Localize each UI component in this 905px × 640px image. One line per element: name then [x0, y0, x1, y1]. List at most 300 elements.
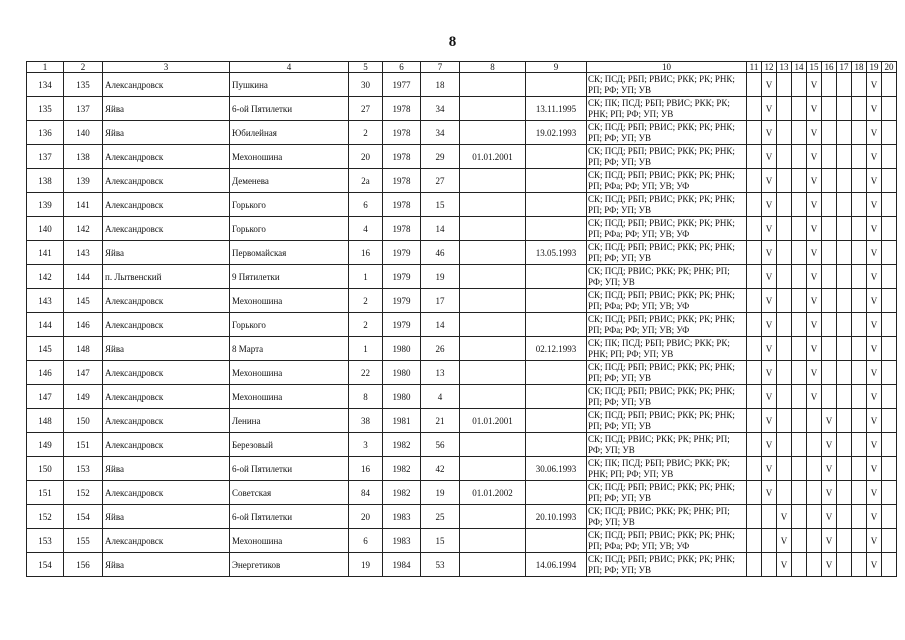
cell-col-9 [526, 265, 587, 289]
check-mark-col-19: V [867, 121, 882, 145]
column-header-8: 8 [460, 62, 526, 73]
cell-col-6: 1978 [383, 217, 421, 241]
cell-col-4: 6-ой Пятилетки [230, 97, 349, 121]
check-mark-col-15: V [807, 265, 822, 289]
cell-col-7: 19 [421, 265, 460, 289]
cell-col-8 [460, 313, 526, 337]
empty-cell-col-20 [882, 529, 897, 553]
cell-col-1: 145 [27, 337, 64, 361]
cell-col-10: СК; ПСД; РБП; РВИС; РКК; РК; РНК; РП; РФ; УП; УВ [587, 481, 747, 505]
cell-col-2: 139 [64, 169, 103, 193]
cell-col-9 [526, 313, 587, 337]
check-mark-col-13: V [777, 529, 792, 553]
cell-col-9 [526, 433, 587, 457]
cell-col-4: Мехоношина [230, 529, 349, 553]
cell-col-7: 26 [421, 337, 460, 361]
check-mark-col-12: V [762, 73, 777, 97]
cell-col-10: СК; ПСД; РБП; РВИС; РКК; РК; РНК; РП; РФ; УП; УВ [587, 241, 747, 265]
cell-col-2: 141 [64, 193, 103, 217]
cell-col-6: 1982 [383, 457, 421, 481]
empty-cell-col-16 [822, 313, 837, 337]
empty-cell-col-20 [882, 505, 897, 529]
cell-col-5: 30 [349, 73, 383, 97]
cell-col-3: Александровск [103, 481, 230, 505]
cell-col-7: 53 [421, 553, 460, 577]
table-row [27, 385, 897, 409]
empty-cell-col-11 [747, 553, 762, 577]
check-mark-col-13: V [777, 553, 792, 577]
check-mark-col-15: V [807, 241, 822, 265]
cell-col-2: 135 [64, 73, 103, 97]
check-mark-col-12: V [762, 121, 777, 145]
cell-col-1: 135 [27, 97, 64, 121]
cell-col-7: 4 [421, 385, 460, 409]
empty-cell-col-14 [792, 217, 807, 241]
cell-col-8 [460, 385, 526, 409]
cell-col-5: 1 [349, 265, 383, 289]
empty-cell-col-16 [822, 73, 837, 97]
cell-col-4: 9 Пятилетки [230, 265, 349, 289]
cell-col-6: 1979 [383, 313, 421, 337]
empty-cell-col-11 [747, 217, 762, 241]
cell-col-1: 142 [27, 265, 64, 289]
check-mark-col-12: V [762, 433, 777, 457]
empty-cell-col-18 [852, 385, 867, 409]
empty-cell-col-17 [837, 217, 852, 241]
cell-col-4: Мехоношина [230, 145, 349, 169]
empty-cell-col-17 [837, 361, 852, 385]
cell-col-7: 42 [421, 457, 460, 481]
cell-col-10: СК; ПСД; РБП; РВИС; РКК; РК; РНК; РП; РФа; РФ; УП; УВ; УФ [587, 529, 747, 553]
cell-col-8 [460, 169, 526, 193]
header-row [27, 62, 897, 73]
check-mark-col-19: V [867, 361, 882, 385]
empty-cell-col-18 [852, 121, 867, 145]
cell-col-2: 148 [64, 337, 103, 361]
table-row [27, 193, 897, 217]
column-header-5: 5 [349, 62, 383, 73]
cell-col-7: 15 [421, 193, 460, 217]
cell-col-10: СК; ПСД; РБП; РВИС; РКК; РК; РНК; РП; РФ; УП; УВ [587, 361, 747, 385]
cell-col-10: СК; ПСД; РВИС; РКК; РК; РНК; РП; РФ; УП; УВ [587, 433, 747, 457]
cell-col-1: 137 [27, 145, 64, 169]
empty-cell-col-18 [852, 73, 867, 97]
cell-col-1: 143 [27, 289, 64, 313]
cell-col-3: Александровск [103, 385, 230, 409]
cell-col-4: 6-ой Пятилетки [230, 505, 349, 529]
cell-col-7: 29 [421, 145, 460, 169]
cell-col-5: 19 [349, 553, 383, 577]
empty-cell-col-13 [777, 73, 792, 97]
empty-cell-col-13 [777, 193, 792, 217]
cell-col-8: 01.01.2001 [460, 409, 526, 433]
cell-col-4: Юбилейная [230, 121, 349, 145]
cell-col-10: СК; ПСД; РБП; РВИС; РКК; РК; РНК; РП; РФ; УП; УВ [587, 553, 747, 577]
cell-col-2: 142 [64, 217, 103, 241]
empty-cell-col-18 [852, 457, 867, 481]
cell-col-6: 1978 [383, 145, 421, 169]
empty-cell-col-18 [852, 265, 867, 289]
empty-cell-col-14 [792, 457, 807, 481]
cell-col-8 [460, 217, 526, 241]
cell-col-7: 18 [421, 73, 460, 97]
cell-col-3: Александровск [103, 433, 230, 457]
cell-col-9: 13.11.1995 [526, 97, 587, 121]
cell-col-1: 138 [27, 169, 64, 193]
empty-cell-col-17 [837, 481, 852, 505]
empty-cell-col-18 [852, 529, 867, 553]
check-mark-col-16: V [822, 409, 837, 433]
table-row [27, 265, 897, 289]
table-row [27, 505, 897, 529]
table-row [27, 145, 897, 169]
cell-col-4: Горького [230, 193, 349, 217]
cell-col-2: 150 [64, 409, 103, 433]
check-mark-col-16: V [822, 433, 837, 457]
cell-col-4: Энергетиков [230, 553, 349, 577]
column-header-1: 1 [27, 62, 64, 73]
empty-cell-col-16 [822, 337, 837, 361]
empty-cell-col-14 [792, 145, 807, 169]
empty-cell-col-18 [852, 169, 867, 193]
cell-col-8 [460, 97, 526, 121]
empty-cell-col-11 [747, 361, 762, 385]
table-row [27, 433, 897, 457]
check-mark-col-12: V [762, 169, 777, 193]
cell-col-6: 1978 [383, 193, 421, 217]
cell-col-9: 14.06.1994 [526, 553, 587, 577]
empty-cell-col-17 [837, 241, 852, 265]
cell-col-9 [526, 481, 587, 505]
cell-col-1: 149 [27, 433, 64, 457]
cell-col-10: СК; ПСД; РБП; РВИС; РКК; РК; РНК; РП; РФ; УП; УВ [587, 73, 747, 97]
empty-cell-col-14 [792, 121, 807, 145]
cell-col-7: 13 [421, 361, 460, 385]
cell-col-7: 14 [421, 313, 460, 337]
empty-cell-col-14 [792, 409, 807, 433]
cell-col-6: 1979 [383, 289, 421, 313]
cell-col-7: 46 [421, 241, 460, 265]
check-mark-col-12: V [762, 193, 777, 217]
cell-col-5: 2 [349, 313, 383, 337]
cell-col-4: Пушкина [230, 73, 349, 97]
empty-cell-col-13 [777, 265, 792, 289]
cell-col-2: 154 [64, 505, 103, 529]
empty-cell-col-11 [747, 169, 762, 193]
cell-col-6: 1980 [383, 337, 421, 361]
column-header-18: 18 [852, 62, 867, 73]
empty-cell-col-14 [792, 505, 807, 529]
empty-cell-col-15 [807, 409, 822, 433]
empty-cell-col-17 [837, 145, 852, 169]
cell-col-9 [526, 73, 587, 97]
check-mark-col-19: V [867, 265, 882, 289]
empty-cell-col-20 [882, 457, 897, 481]
check-mark-col-19: V [867, 505, 882, 529]
building-table [26, 61, 897, 577]
cell-col-5: 20 [349, 505, 383, 529]
empty-cell-col-14 [792, 553, 807, 577]
table-row [27, 313, 897, 337]
check-mark-col-12: V [762, 241, 777, 265]
empty-cell-col-17 [837, 505, 852, 529]
empty-cell-col-11 [747, 73, 762, 97]
cell-col-6: 1978 [383, 97, 421, 121]
check-mark-col-12: V [762, 481, 777, 505]
table-row [27, 481, 897, 505]
empty-cell-col-16 [822, 121, 837, 145]
cell-col-5: 16 [349, 241, 383, 265]
empty-cell-col-17 [837, 385, 852, 409]
empty-cell-col-16 [822, 145, 837, 169]
cell-col-8 [460, 529, 526, 553]
empty-cell-col-14 [792, 337, 807, 361]
cell-col-2: 140 [64, 121, 103, 145]
cell-col-3: п. Лытвенский [103, 265, 230, 289]
empty-cell-col-14 [792, 169, 807, 193]
table-row [27, 361, 897, 385]
empty-cell-col-20 [882, 553, 897, 577]
cell-col-3: Александровск [103, 145, 230, 169]
empty-cell-col-18 [852, 289, 867, 313]
cell-col-10: СК; ПСД; РБП; РВИС; РКК; РК; РНК; РП; РФа; РФ; УП; УВ; УФ [587, 313, 747, 337]
empty-cell-col-14 [792, 433, 807, 457]
cell-col-9 [526, 193, 587, 217]
empty-cell-col-13 [777, 481, 792, 505]
empty-cell-col-20 [882, 337, 897, 361]
empty-cell-col-14 [792, 193, 807, 217]
empty-cell-col-14 [792, 361, 807, 385]
cell-col-10: СК; ПСД; РБП; РВИС; РКК; РК; РНК; РП; РФа; РФ; УП; УВ; УФ [587, 169, 747, 193]
cell-col-10: СК; ПСД; РБП; РВИС; РКК; РК; РНК; РП; РФа; РФ; УП; УВ; УФ [587, 289, 747, 313]
check-mark-col-12: V [762, 265, 777, 289]
check-mark-col-15: V [807, 217, 822, 241]
empty-cell-col-20 [882, 169, 897, 193]
empty-cell-col-18 [852, 241, 867, 265]
cell-col-8 [460, 361, 526, 385]
empty-cell-col-11 [747, 193, 762, 217]
cell-col-5: 2 [349, 289, 383, 313]
check-mark-col-16: V [822, 457, 837, 481]
cell-col-10: СК; ПСД; РБП; РВИС; РКК; РК; РНК; РП; РФ; УП; УВ [587, 193, 747, 217]
cell-col-7: 21 [421, 409, 460, 433]
table-row [27, 121, 897, 145]
cell-col-6: 1978 [383, 121, 421, 145]
cell-col-10: СК; ПСД; РВИС; РКК; РК; РНК; РП; РФ; УП; УВ [587, 265, 747, 289]
column-header-3: 3 [103, 62, 230, 73]
cell-col-3: Александровск [103, 193, 230, 217]
check-mark-col-15: V [807, 289, 822, 313]
check-mark-col-12: V [762, 337, 777, 361]
cell-col-10: СК; ПСД; РБП; РВИС; РКК; РК; РНК; РП; РФ; УП; УВ [587, 409, 747, 433]
empty-cell-col-17 [837, 97, 852, 121]
cell-col-5: 6 [349, 529, 383, 553]
cell-col-3: Яйва [103, 121, 230, 145]
cell-col-3: Александровск [103, 169, 230, 193]
empty-cell-col-17 [837, 169, 852, 193]
empty-cell-col-20 [882, 289, 897, 313]
cell-col-9 [526, 145, 587, 169]
empty-cell-col-11 [747, 313, 762, 337]
cell-col-10: СК; ПСД; РВИС; РКК; РК; РНК; РП; РФ; УП; УВ [587, 505, 747, 529]
empty-cell-col-17 [837, 313, 852, 337]
cell-col-9 [526, 361, 587, 385]
cell-col-5: 8 [349, 385, 383, 409]
cell-col-4: Мехоношина [230, 361, 349, 385]
cell-col-6: 1979 [383, 241, 421, 265]
cell-col-7: 17 [421, 289, 460, 313]
check-mark-col-19: V [867, 409, 882, 433]
cell-col-4: Первомайская [230, 241, 349, 265]
table-row [27, 73, 897, 97]
cell-col-4: Горького [230, 313, 349, 337]
empty-cell-col-20 [882, 433, 897, 457]
empty-cell-col-14 [792, 265, 807, 289]
check-mark-col-12: V [762, 409, 777, 433]
check-mark-col-12: V [762, 97, 777, 121]
cell-col-3: Яйва [103, 505, 230, 529]
cell-col-9 [526, 289, 587, 313]
empty-cell-col-13 [777, 145, 792, 169]
cell-col-4: Березовый [230, 433, 349, 457]
cell-col-5: 6 [349, 193, 383, 217]
empty-cell-col-11 [747, 97, 762, 121]
cell-col-9: 20.10.1993 [526, 505, 587, 529]
empty-cell-col-13 [777, 313, 792, 337]
empty-cell-col-18 [852, 313, 867, 337]
empty-cell-col-16 [822, 385, 837, 409]
empty-cell-col-15 [807, 505, 822, 529]
check-mark-col-15: V [807, 73, 822, 97]
empty-cell-col-16 [822, 217, 837, 241]
cell-col-4: 8 Марта [230, 337, 349, 361]
empty-cell-col-11 [747, 457, 762, 481]
cell-col-3: Яйва [103, 97, 230, 121]
empty-cell-col-18 [852, 97, 867, 121]
empty-cell-col-11 [747, 289, 762, 313]
empty-cell-col-18 [852, 433, 867, 457]
empty-cell-col-17 [837, 193, 852, 217]
empty-cell-col-20 [882, 241, 897, 265]
empty-cell-col-11 [747, 265, 762, 289]
cell-col-10: СК; ПСД; РБП; РВИС; РКК; РК; РНК; РП; РФ; УП; УВ [587, 385, 747, 409]
cell-col-8 [460, 265, 526, 289]
empty-cell-col-13 [777, 433, 792, 457]
cell-col-10: СК; ПК; ПСД; РБП; РВИС; РКК; РК; РНК; РП; РФ; УП; УВ [587, 97, 747, 121]
check-mark-col-15: V [807, 121, 822, 145]
empty-cell-col-18 [852, 361, 867, 385]
empty-cell-col-15 [807, 433, 822, 457]
empty-cell-col-14 [792, 97, 807, 121]
cell-col-4: Ленина [230, 409, 349, 433]
table-row [27, 529, 897, 553]
empty-cell-col-12 [762, 505, 777, 529]
empty-cell-col-17 [837, 409, 852, 433]
cell-col-2: 145 [64, 289, 103, 313]
cell-col-6: 1978 [383, 169, 421, 193]
cell-col-9 [526, 217, 587, 241]
empty-cell-col-20 [882, 145, 897, 169]
check-mark-col-15: V [807, 169, 822, 193]
cell-col-6: 1977 [383, 73, 421, 97]
column-header-19: 19 [867, 62, 882, 73]
empty-cell-col-20 [882, 97, 897, 121]
empty-cell-col-14 [792, 481, 807, 505]
cell-col-5: 2 [349, 121, 383, 145]
empty-cell-col-20 [882, 73, 897, 97]
cell-col-2: 153 [64, 457, 103, 481]
cell-col-9 [526, 529, 587, 553]
cell-col-10: СК; ПСД; РБП; РВИС; РКК; РК; РНК; РП; РФ; УП; УВ [587, 145, 747, 169]
cell-col-7: 27 [421, 169, 460, 193]
cell-col-9: 19.02.1993 [526, 121, 587, 145]
empty-cell-col-20 [882, 217, 897, 241]
empty-cell-col-11 [747, 121, 762, 145]
empty-cell-col-11 [747, 385, 762, 409]
column-header-7: 7 [421, 62, 460, 73]
cell-col-7: 15 [421, 529, 460, 553]
cell-col-3: Александровск [103, 289, 230, 313]
empty-cell-col-20 [882, 409, 897, 433]
cell-col-7: 56 [421, 433, 460, 457]
column-header-14: 14 [792, 62, 807, 73]
empty-cell-col-20 [882, 385, 897, 409]
table-row [27, 241, 897, 265]
cell-col-5: 4 [349, 217, 383, 241]
column-header-12: 12 [762, 62, 777, 73]
empty-cell-col-20 [882, 121, 897, 145]
cell-col-8 [460, 121, 526, 145]
empty-cell-col-11 [747, 481, 762, 505]
column-header-16: 16 [822, 62, 837, 73]
empty-cell-col-11 [747, 433, 762, 457]
empty-cell-col-17 [837, 433, 852, 457]
empty-cell-col-14 [792, 289, 807, 313]
empty-cell-col-16 [822, 97, 837, 121]
cell-col-6: 1984 [383, 553, 421, 577]
empty-cell-col-13 [777, 361, 792, 385]
empty-cell-col-15 [807, 529, 822, 553]
cell-col-5: 38 [349, 409, 383, 433]
empty-cell-col-15 [807, 457, 822, 481]
empty-cell-col-14 [792, 73, 807, 97]
empty-cell-col-18 [852, 505, 867, 529]
empty-cell-col-13 [777, 385, 792, 409]
empty-cell-col-17 [837, 457, 852, 481]
empty-cell-col-15 [807, 553, 822, 577]
empty-cell-col-11 [747, 505, 762, 529]
column-header-15: 15 [807, 62, 822, 73]
empty-cell-col-20 [882, 193, 897, 217]
cell-col-2: 152 [64, 481, 103, 505]
check-mark-col-19: V [867, 193, 882, 217]
cell-col-2: 138 [64, 145, 103, 169]
check-mark-col-19: V [867, 529, 882, 553]
empty-cell-col-17 [837, 529, 852, 553]
empty-cell-col-14 [792, 313, 807, 337]
check-mark-col-15: V [807, 193, 822, 217]
cell-col-8 [460, 241, 526, 265]
cell-col-6: 1981 [383, 409, 421, 433]
column-header-17: 17 [837, 62, 852, 73]
cell-col-6: 1982 [383, 433, 421, 457]
empty-cell-col-13 [777, 457, 792, 481]
cell-col-2: 144 [64, 265, 103, 289]
cell-col-8 [460, 505, 526, 529]
empty-cell-col-15 [807, 481, 822, 505]
cell-col-3: Яйва [103, 457, 230, 481]
cell-col-1: 134 [27, 73, 64, 97]
